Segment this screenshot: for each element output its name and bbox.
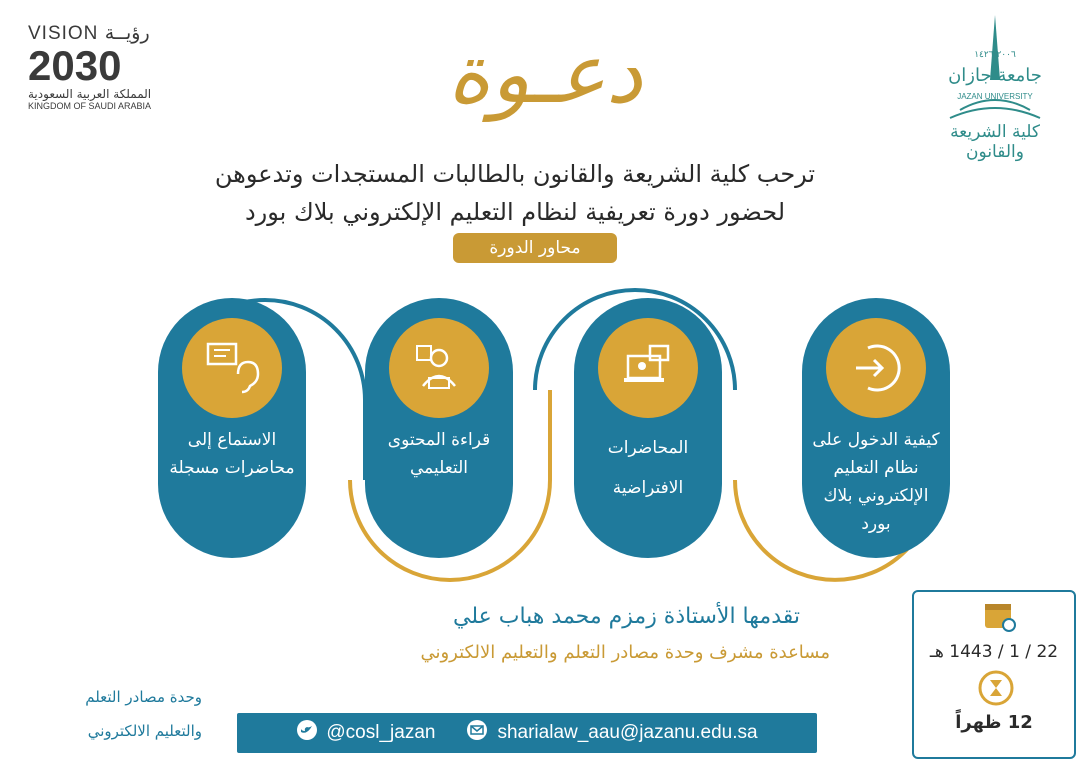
- twitter-icon: [296, 719, 318, 747]
- faculty-name: كلية الشريعة والقانون: [950, 122, 1040, 162]
- university-logo: [920, 10, 1070, 162]
- calendar-icon: [982, 598, 1016, 632]
- contact-bar: [237, 713, 817, 753]
- topic-card-listening: [158, 298, 306, 558]
- email-icon: [465, 719, 489, 747]
- email-address[interactable]: sharialaw_aau@jazanu.edu.sa: [497, 722, 758, 743]
- login-icon: [826, 318, 926, 418]
- unit-name: [22, 680, 202, 748]
- university-years: ٢٠٠٦ ١٤٢٦: [974, 50, 1016, 60]
- topic-card-login: [802, 298, 950, 558]
- vision-country-en: KINGDOM OF SAUDI ARABIA: [28, 101, 152, 111]
- vision-2030-logo: [28, 22, 168, 122]
- hourglass-icon: [976, 668, 1016, 708]
- unit-line-2: والتعليم الالكتروني: [87, 722, 202, 740]
- vision-country-ar: المملكة العربية السعودية: [28, 87, 152, 101]
- course-topics-label: محاور الدورة: [453, 233, 617, 263]
- university-name-en: JAZAN UNIVERSITY: [957, 92, 1033, 101]
- university-name-ar: جامعة جازان: [948, 65, 1042, 86]
- vision-title: VISION رؤيــة: [28, 23, 150, 44]
- intro-text: [150, 155, 880, 231]
- presenter-role: مساعدة مشرف وحدة مصادر التعلم والتعليم الالكتروني: [420, 642, 830, 663]
- listening-icon: [182, 318, 282, 418]
- event-time: 12 ظهراً: [955, 712, 1033, 733]
- topic-card-text: الاستماع إلى محاضرات مسجلة: [169, 430, 295, 478]
- event-date: 22 / 1 / 1443 هـ: [929, 642, 1059, 662]
- intro-line-1: ترحب كلية الشريعة والقانون بالطالبات المستجدات وتدعوهن: [214, 160, 816, 188]
- presenter-name: تقدمها الأستاذة زمزم محمد هباب علي: [453, 604, 800, 629]
- invitation-title: دعـوة: [447, 27, 643, 122]
- vision-year: 2030: [28, 42, 122, 89]
- content-reading-icon: [389, 318, 489, 418]
- twitter-handle[interactable]: @cosl_jazan: [326, 722, 436, 743]
- topic-card-content-reading: [365, 298, 513, 558]
- topic-card-text: قراءة المحتوى التعليمي: [387, 430, 491, 478]
- unit-line-1: وحدة مصادر التعلم: [85, 688, 202, 706]
- virtual-lecture-icon: [598, 318, 698, 418]
- topic-card-text: المحاضرات الافتراضية: [607, 438, 689, 498]
- topic-card-virtual-lectures: [574, 298, 722, 558]
- event-date-time-box: [912, 590, 1076, 759]
- intro-line-2: لحضور دورة تعريفية لنظام التعليم الإلكتروني بلاك بورد: [244, 198, 786, 226]
- topic-card-text: كيفية الدخول على نظام التعليم الإلكتروني بلاك بورد: [812, 430, 940, 534]
